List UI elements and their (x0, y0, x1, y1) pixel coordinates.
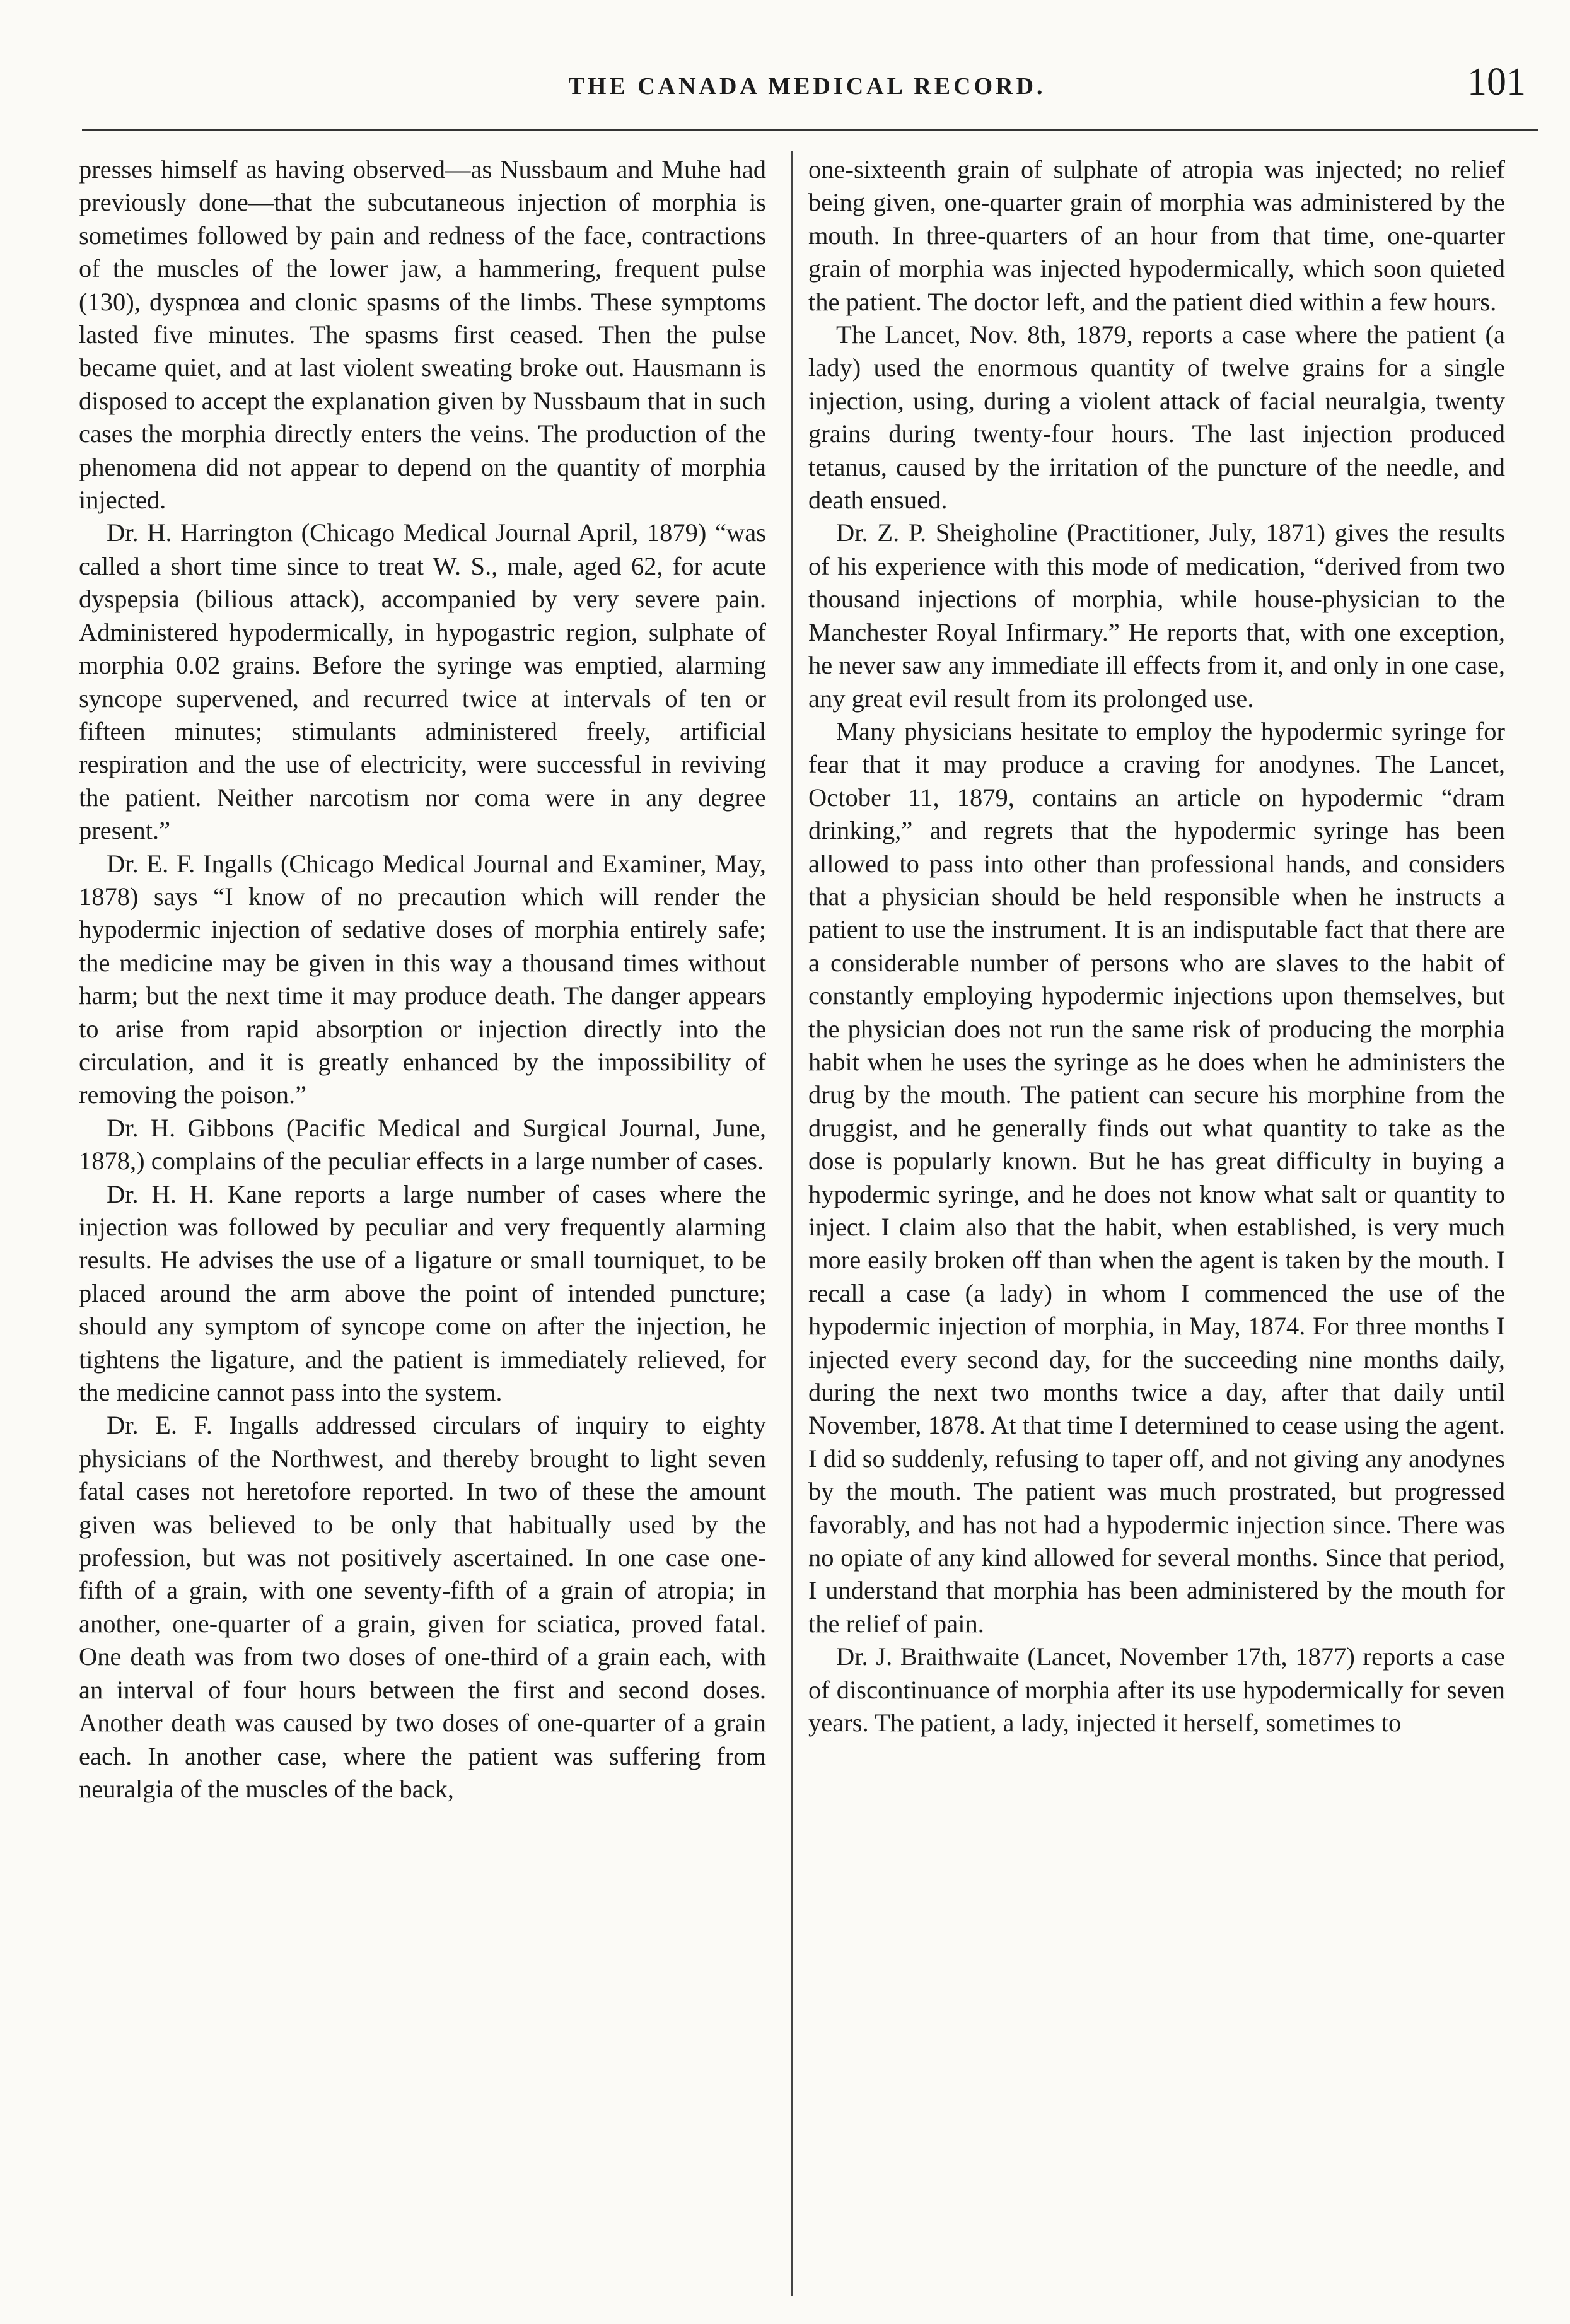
paragraph: Many physicians hesitate to employ the hypodermic syringe for fear that it may produce a craving for anodynes. The Lancet, October 11, 1879, contains an article on hypodermic “dram drinking,” and regrets that the hypodermic syringe has been allowed to pass into other than professional hands, and considers that a physician should be held responsible when he instructs a patient to use the instrument. It is an indisputable fact that there are a considerable number of persons who are slaves to the habit of constantly employing hypodermic injections upon themselves, but the physician does not run the same risk of producing the morphia habit when he uses the syringe as he does when he administers the drug by the mouth. The patient can secure his morphine from the druggist, and he generally finds out what quantity to take as the dose is popularly known. But he has great difficulty in buying a hypodermic syringe, and he does not know what salt or quantity to inject. I claim also that the habit, when established, is very much more easily broken off than when the agent is taken by the mouth. I recall a case (a lady) in whom I commenced the use of the hypodermic injection of morphia, in May, 1874. For three months I injected every second day, for the succeeding nine months daily, during the next two months twice a day, after that daily until November, 1878. At that time I determined to cease using the agent. I did so suddenly, refusing to taper off, and not giving any anodynes by the mouth. The patient was much prostrated, but progressed favorably, and has not had a hypodermic injection since. There was no opiate of any kind allowed for several months. Since that period, I understand that morphia has been administered by the mouth for the relief of pain. (808, 716, 1505, 1638)
paragraph: Dr. H. H. Kane reports a large number of cases where the injection was followed by peculiar and very frequently alarming results. He advises the use of a ligature or small tourniquet, to be placed around the arm above the point of intended puncture; should any symptom of syncope come on after the injection, he tightens the ligature, and the patient is immediately relieved, for the medicine cannot pass into the system. (79, 1179, 766, 1407)
paragraph: Dr. H. Harrington (Chicago Medical Journal April, 1879) “was called a short time since to treat W. S., male, aged 62, for acute dyspepsia (bilious attack), accompanied by very severe pain. Administered hypodermically, in hypogastric region, sulphate of morphia 0.02 grains. Before the syringe was emptied, alarming syncope supervened, and recurred twice at intervals of ten or fifteen minutes; stimulants administered freely, artificial respiration and the use of electricity, were successful in reviving the patient. Neither narcotism nor coma were in any degree present.” (79, 518, 766, 845)
running-title: THE CANADA MEDICAL RECORD. (568, 73, 1046, 100)
paragraph: Dr. E. F. Ingalls addressed circulars of inquiry to eighty physicians of the Northwest, and thereby brought to light seven fatal cases not heretofore reported. In two of these the amount given was believed to be only that habitually used by the profession, but was not positively ascertained. In one case one-fifth of a grain, with one seventy-fifth of a grain of atropia; in another, one-quarter of a grain, given for sciatica, proved fatal. One death was from two doses of one-third of a grain each, with an interval of four hours between the first and second doses. Another death was caused by two doses of one-quarter of a grain each. In another case, where the patient was suffering from neuralgia of the muscles of the back, (79, 1411, 766, 1803)
paragraph: Dr. E. F. Ingalls (Chicago Medical Journal and Examiner, May, 1878) says “I know of no precaution which will render the hypodermic injection of sedative doses of morphia entirely safe; the medicine may be given in this way a thousand times without harm; but the next time it may produce death. The danger appears to arise from rapid absorption or injection directly into the circulation, and it is greatly enhanced by the impossibility of removing the poison.” (79, 849, 766, 1109)
paragraph: Dr. Z. P. Sheigholine (Practitioner, July, 1871) gives the results of his experience with this mode of medication, “derived from two thousand injections of morphia, while house-physician to the Manchester Royal Infirmary.” He reports that, with one exception, he never saw any immediate ill effects from it, and only in one case, any great evil result from its prolonged use. (808, 518, 1505, 713)
paragraph: presses himself as having observed—as Nussbaum and Muhe had previously done—that the subcutaneous injection of morphia is sometimes followed by pain and redness of the face, contractions of the muscles of the lower jaw, a hammering, frequent pulse (130), dyspnœa and clonic spasms of the limbs. These symptoms lasted five minutes. The spasms first ceased. Then the pulse became quiet, and at last violent sweating broke out. Hausmann is disposed to accept the explanation given by Nussbaum that in such cases the morphia directly enters the veins. The production of the phenomena did not appear to depend on the quantity of morphia injected. (79, 155, 766, 515)
page-number: 101 (1467, 61, 1526, 103)
paragraph: Dr. H. Gibbons (Pacific Medical and Surgical Journal, June, 1878,) complains of the peculiar effects in a large number of cases. (79, 1113, 766, 1176)
paragraph: one-sixteenth grain of sulphate of atropia was injected; no relief being given, one-quarter grain of morphia was administered by the mouth. In three-quarters of an hour from that time, one-quarter grain of morphia was injected hypodermically, which soon quieted the patient. The doctor left, and the patient died within a few hours. (808, 155, 1505, 316)
right-column (808, 153, 1505, 1740)
column-divider (791, 151, 793, 2296)
header-rule (82, 129, 1538, 131)
page-header (82, 60, 1532, 110)
paragraph: The Lancet, Nov. 8th, 1879, reports a case where the patient (a lady) used the enormous quantity of twelve grains for a single injection, using, during a violent attack of facial neuralgia, twenty grains during twenty-four hours. The last injection produced tetanus, caused by the irritation of the puncture of the needle, and death ensued. (808, 320, 1505, 515)
paragraph: Dr. J. Braithwaite (Lancet, November 17th, 1877) reports a case of discontinuance of morphia after its use hypodermically for seven years. The patient, a lady, injected it herself, sometimes to (808, 1642, 1505, 1737)
left-column (79, 153, 766, 1806)
